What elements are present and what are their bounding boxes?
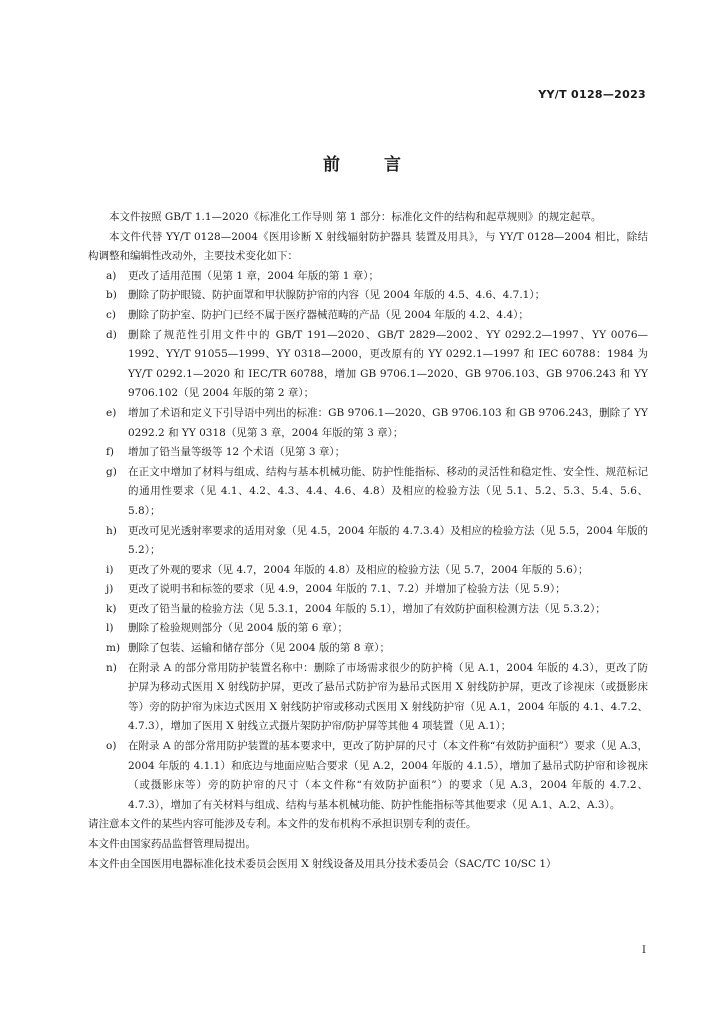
list-item <box>88 306 648 326</box>
list-item <box>88 600 648 620</box>
foreword-body <box>88 208 648 874</box>
list-item-label: m) <box>106 642 121 655</box>
list-item-text: 删除了防护眼镜、防护面罩和甲状腺防护帘的内容（见 2004 年版的 4.5、4.6、4.7.1）； <box>128 289 546 302</box>
list-item-label: h) <box>106 524 117 537</box>
list-item <box>88 619 648 639</box>
list-item-text: 更改了适用范围（见第 1 章，2004 年版的第 1 章）； <box>128 269 380 282</box>
paragraph-replacement: 本文件代替 YY/T 0128—2004《医用诊断 X 射线辐射防护器具 装置及用具》，与 YY/T 0128—2004 相比，除结构调整和编辑性改动外，主要技术变化如下： <box>88 230 648 263</box>
list-item-text: 删除了检验规则部分（见 2004 版的第 6 章）； <box>128 622 349 635</box>
paragraph-drafting-rule: 本文件按照 GB/T 1.1—2020《标准化工作导则 第 1 部分：标准化文件的结构和起草规则》的规定起草。 <box>109 211 602 223</box>
list-item-label: b) <box>106 289 117 302</box>
list-item <box>88 443 648 463</box>
list-item-label: l) <box>106 622 114 635</box>
list-item <box>88 463 648 522</box>
list-item-text: 在附录 A 的部分常用防护装置的基本要求中，更改了防护屏的尺寸（本文件称“有效防护面积”）要求（见 A.3，2004 年版的 4.1.1）和底边与地面应贴合要求（见 A.2，2004 年版的 4.1.5），增加了悬吊式防护帘和诊视床（或摄影床等）旁的防护帘的尺寸（本文件称“有效防护面积”）的要求（见 A.3，2004 年版的 4.7.2、4.7.3），增加了有关材料与组成、结构与基本机械功能、防护性能指标等其他要求（见 A.1、A.2、A.3）。 <box>128 740 648 811</box>
paragraph-committee: 本文件由全国医用电器标准化技术委员会医用 X 射线设备及用具分技术委员会（SAC/TC 10/SC 1） <box>88 857 557 870</box>
list-item <box>88 639 648 659</box>
list-item <box>88 404 648 443</box>
list-item-label: n) <box>106 661 117 674</box>
paragraph-proposer: 本文件由国家药品监督管理局提出。 <box>88 838 256 850</box>
standard-code: YY/T 0128—2023 <box>538 88 646 101</box>
list-item-text: 增加了术语和定义下引导语中列出的标准：GB 9706.1—2020、GB 9706.103 和 GB 9706.243，删除了 YY 0292.2 和 YY 0318（见第 3 章，2004 年版的第 3 章）； <box>128 406 648 439</box>
list-item-text: 更改了铅当量的检验方法（见 5.3.1，2004 年版的 5.1），增加了有效防护面积检测方法（见 5.3.2）； <box>128 602 606 615</box>
list-item-text: 更改可见光透射率要求的适用对象（见 4.5，2004 年版的 4.7.3.4）及相应的检验方法（见 5.5，2004 年版的 5.2）； <box>128 524 648 557</box>
list-item-label: g) <box>106 465 117 478</box>
list-item <box>88 326 648 404</box>
list-item-label: j) <box>106 583 114 596</box>
list-item-text: 在附录 A 的部分常用防护装置名称中：删除了市场需求很少的防护椅（见 A.1，2004 年版的 4.3），更改了防护屏为移动式医用 X 射线防护屏，更改了悬吊式防护帘为悬吊式医用 X 射线防护屏，更改了诊视床（或摄影床等）旁的防护帘为床边式医用 X 射线防护帘或移动式医用 X 射线防护帘（见 A.1，2004 年版的 4.1、4.7.2、4.7.3），增加了医用 X 射线立式摄片架防护帘/防护屏等其他 4 项装置（见 A.1）； <box>128 661 648 733</box>
list-item <box>88 737 648 815</box>
list-item-label: d) <box>106 328 117 341</box>
list-item-label: c) <box>106 308 116 321</box>
list-item-label: e) <box>106 406 117 419</box>
list-item <box>88 659 648 737</box>
list-item <box>88 561 648 581</box>
page-number: I <box>642 945 646 956</box>
change-list <box>88 267 648 816</box>
list-item <box>88 267 648 287</box>
list-item <box>88 286 648 306</box>
list-item-text: 删除了防护室、防护门已经不属于医疗器械范畴的产品（见 2004 年版的 4.2、4.4）； <box>128 308 529 321</box>
paragraph-patent-notice: 请注意本文件的某些内容可能涉及专利。本文件的发布机构不承担识别专利的责任。 <box>88 818 477 831</box>
list-item-label: k) <box>106 602 117 615</box>
list-item-text: 删除了包装、运输和储存部分（见 2004 版的第 8 章）； <box>128 642 391 655</box>
list-item <box>88 580 648 600</box>
list-item-text: 增加了铅当量等级等 12 个术语（见第 3 章）； <box>128 446 346 459</box>
list-item-label: a) <box>106 269 117 282</box>
list-item-text: 在正文中增加了材料与组成、结构与基本机械功能、防护性能指标、移动的灵活性和稳定性、安全性、规范标记的通用性要求（见 4.1、4.2、4.3、4.4、4.6、4.8）及相应的检验方法（见 5.1、5.2、5.3、5.4、5.6、5.8）； <box>128 465 648 517</box>
list-item-label: o) <box>106 740 117 753</box>
list-item-text: 更改了说明书和标签的要求（见 4.9，2004 年版的 7.1、7.2）并增加了检验方法（见 5.9）； <box>128 583 566 596</box>
list-item-label: i) <box>106 563 114 576</box>
list-item-text: 删除了规范性引用文件中的 GB/T 191—2020、GB/T 2829—2002、YY 0292.2—1997、YY 0076—1992、YY/T 91055—1999、YY 0318—2000，更改原有的 YY 0292.1—1997 和 IEC 60788：1984 为 YY/T 0292.1—2020 和 IEC/TR 60788，增加 GB 9706.1—2020、GB 9706.103、GB 9706.243 和 YY 9706.102（见 2004 年版的第 2 章）； <box>128 328 648 400</box>
list-item <box>88 522 648 561</box>
page-title: 前言 <box>323 155 445 175</box>
list-item-text: 更改了外观的要求（见 4.7，2004 年版的 4.8）及相应的检验方法（见 5.7，2004 年版的 5.6）； <box>128 563 589 576</box>
list-item-label: f) <box>106 446 114 459</box>
